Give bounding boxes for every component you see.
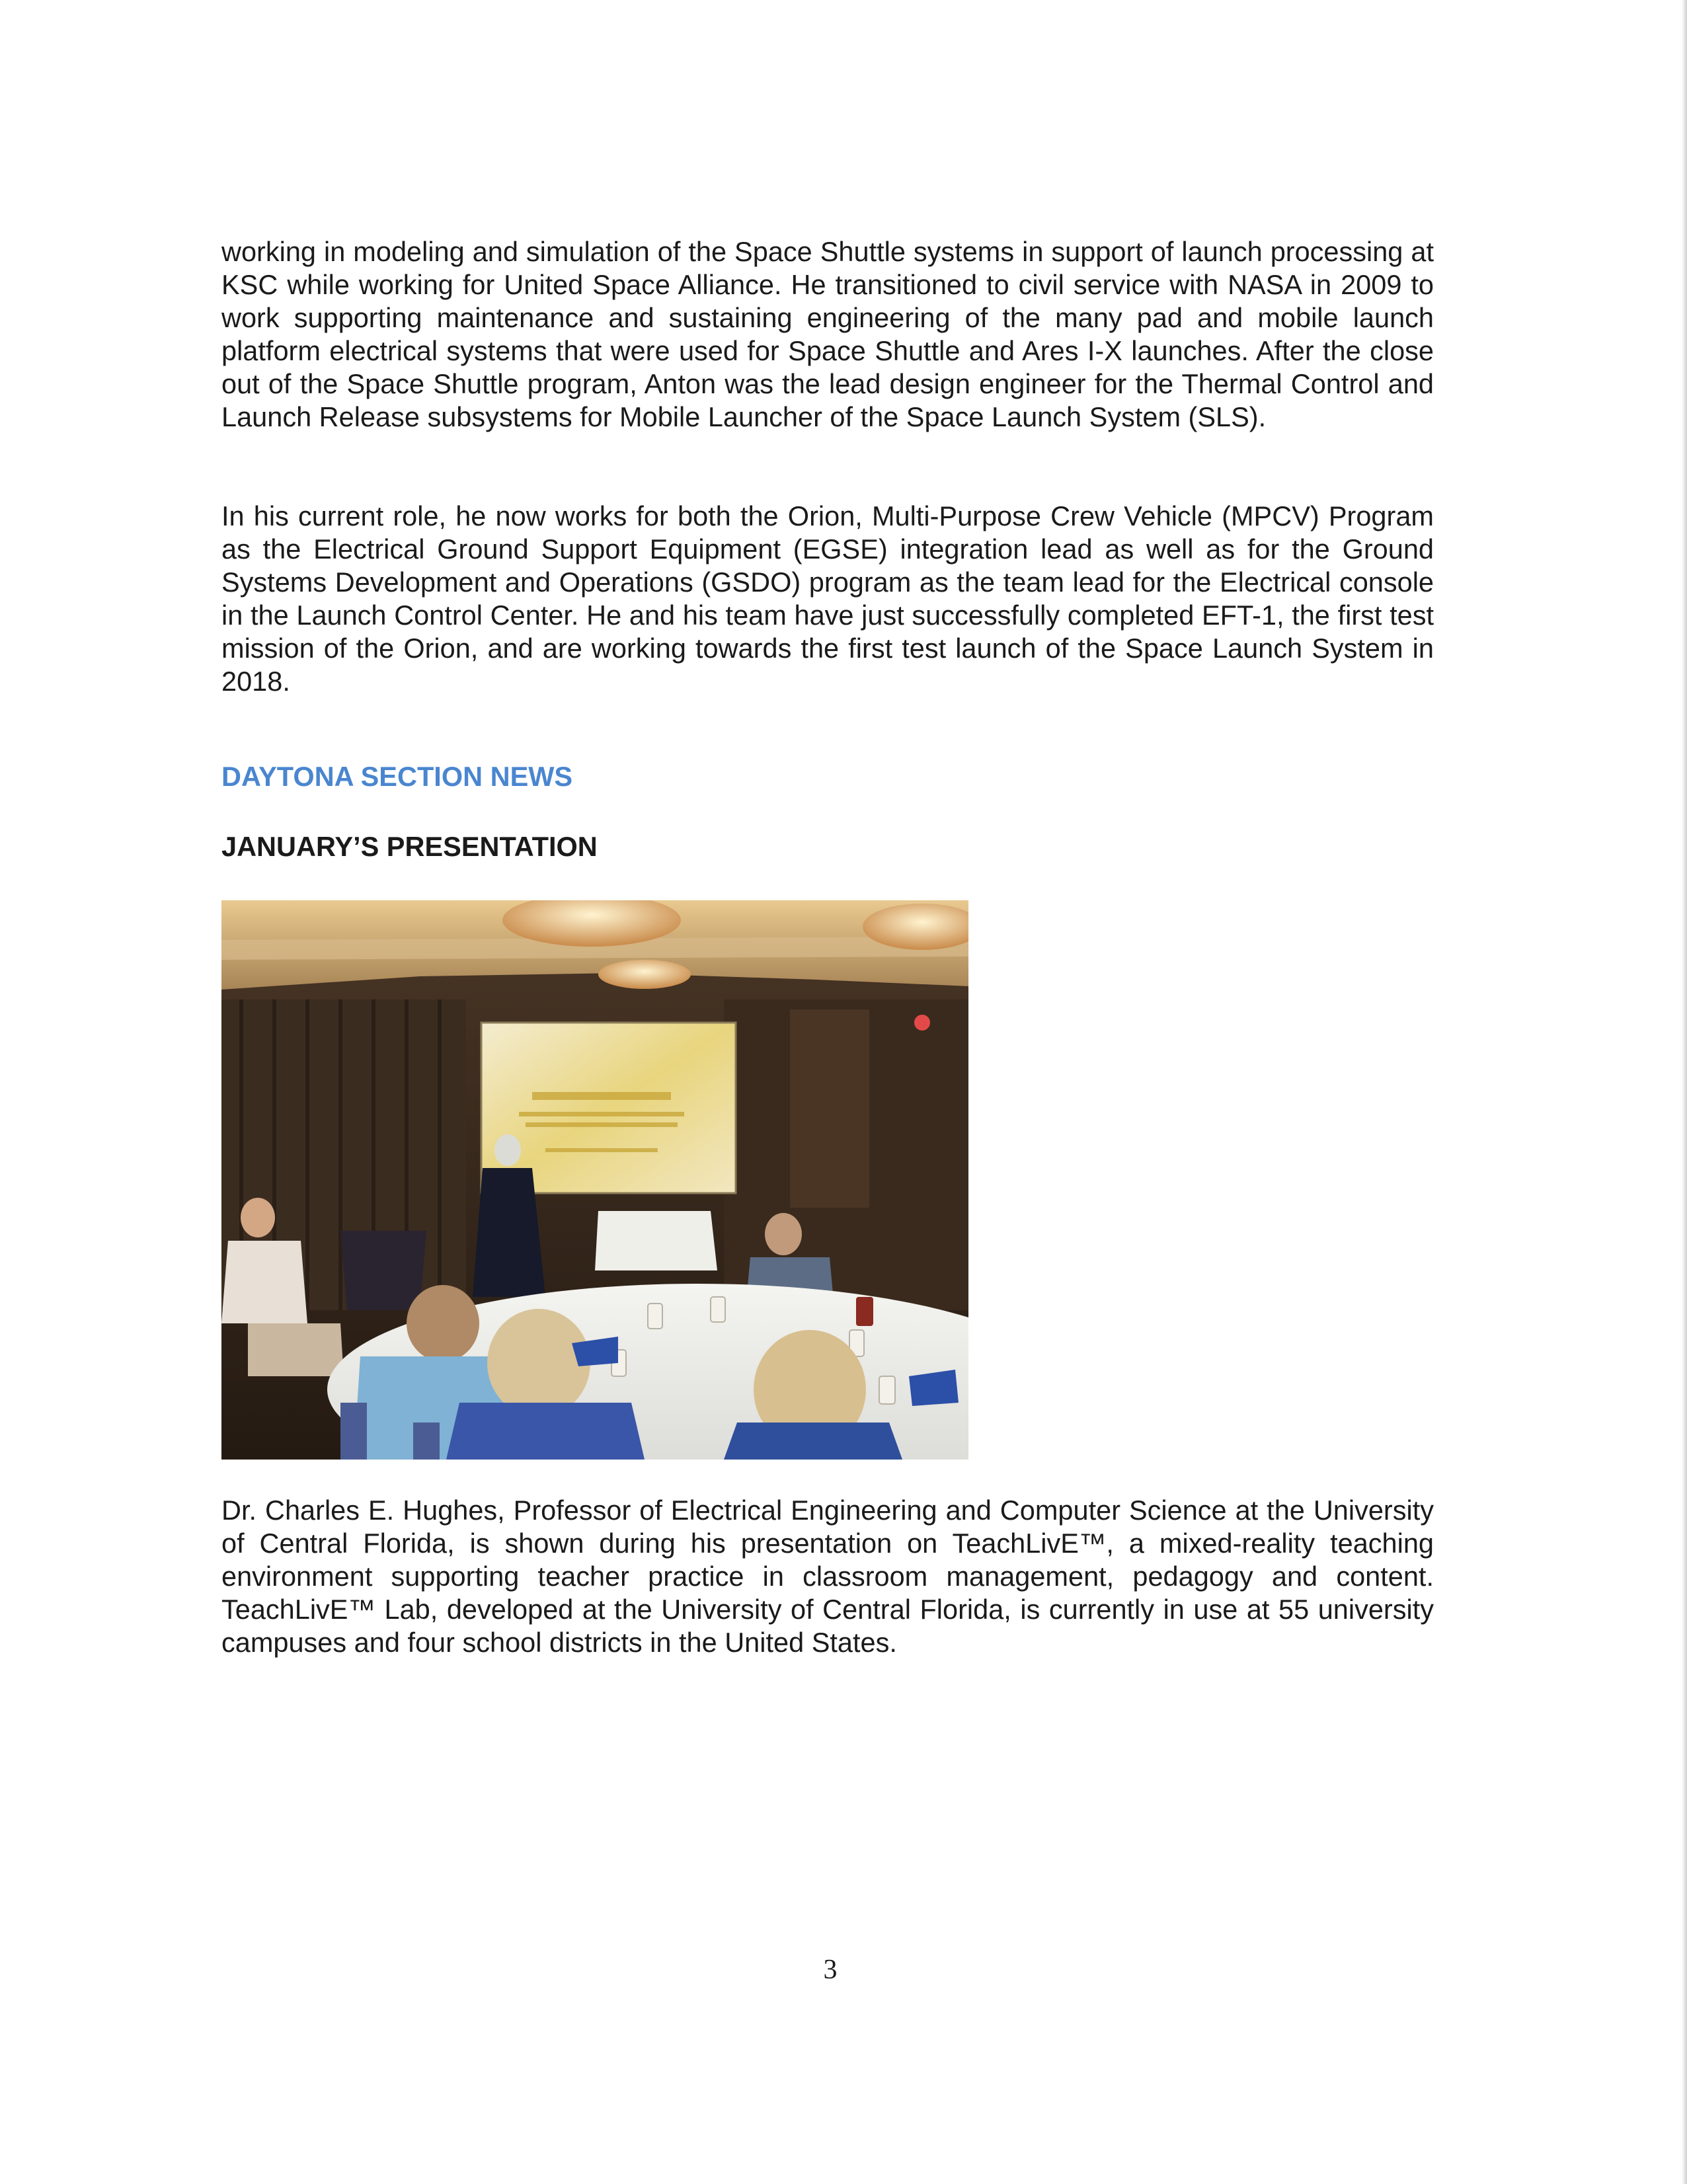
presentation-heading: JANUARY’S PRESENTATION bbox=[221, 831, 598, 862]
body-paragraph-1: working in modeling and simulation of the Space Shuttle systems in support of launch processing at KSC while working for United Space Alliance. He transitioned to civil service with NASA in 2009 to work supporting maintenance and sustaining engineering of the many pad and mobile launch platform electrical systems that were used for Space Shuttle and Ares I-X launches. After the close out of the Space Shuttle program, Anton was the lead design engineer for the Thermal Control and Launch Release subsystems for Mobile Launcher of the Space Launch System (SLS). bbox=[221, 236, 1434, 432]
body-paragraph-2: In his current role, he now works for both the Orion, Multi-Purpose Crew Vehicle (MPCV) Program as the Electrical Ground Support Equipment (EGSE) integration lead as well as for the Ground Systems Development and Operations (GSDO) program as the team lead for the Electrical console in the Launch Control Center. He and his team have just successfully completed EFT-1, the first test mission of the Orion, and are working towards the first test launch of the Space Launch System in 2018. bbox=[221, 500, 1434, 697]
photo-caption: Dr. Charles E. Hughes, Professor of Electrical Engineering and Computer Science at the University of Central Florida, is shown during his presentation on TeachLivE™, a mixed-reality teaching environment supporting teacher practice in classroom management, pedagogy and content. TeachLivE™ Lab, developed at the University of Central Florida, is currently in use at 55 university campuses and four school districts in the United States. bbox=[221, 1495, 1434, 1658]
section-heading: DAYTONA SECTION NEWS bbox=[221, 761, 573, 792]
page-edge bbox=[1682, 0, 1687, 2184]
page-number: 3 bbox=[823, 1955, 838, 1985]
presentation-photo bbox=[221, 900, 968, 1460]
